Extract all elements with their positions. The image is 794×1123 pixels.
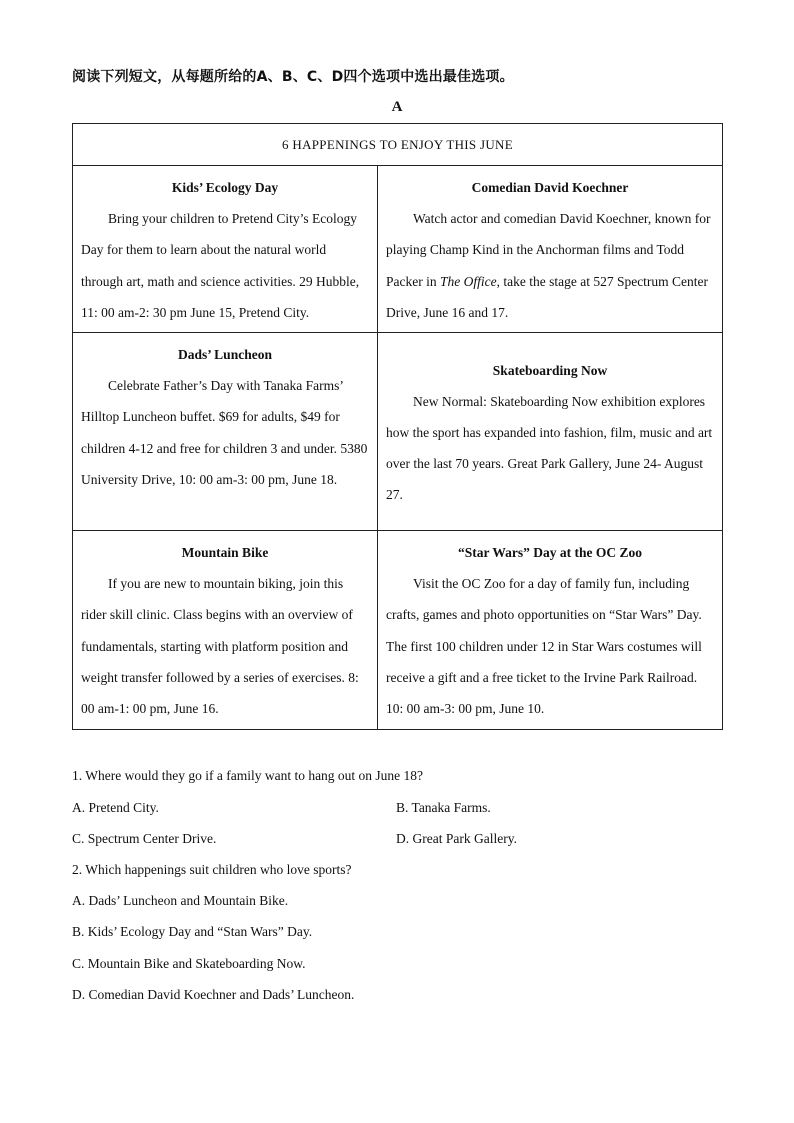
event-heading: Kids’ Ecology Day <box>171 180 279 195</box>
event-description-part: , take the stage at 527 Spectrum Center Drive, June 16 and 17. <box>386 273 709 320</box>
table-title: 6 HAPPENINGS TO ENJOY THIS JUNE <box>73 124 723 166</box>
event-description: New Normal: Skateboarding Now exhibition explores how the sport has expanded into fashion, film, music and art over the last 70 years. Great Park Gallery, June 24- August 27. <box>386 393 713 503</box>
instruction-text: 阅读下列短文，从每题所给的A、B、C、D四个选项中选出最佳选项。 <box>72 69 514 85</box>
question-stem: 1. Where would they go if a family want to hang out on June 18? <box>72 768 424 783</box>
section-letter: A <box>391 99 403 115</box>
question-option: A. Dads’ Luncheon and Mountain Bike. <box>72 893 289 908</box>
question-option: B. Tanaka Farms. <box>396 800 491 815</box>
event-cell-kids-ecology-day <box>73 166 378 333</box>
event-description: If you are new to mountain biking, join this rider skill clinic. Class begins with an overview of fundamentals, starting with platform position and weight transfer followed by a series of exercises. 8: 00 am-1: 00 pm, June 16. <box>81 576 359 717</box>
event-heading: Dads’ Luncheon <box>178 347 272 363</box>
question-stem: 2. Which happenings suit children who love sports? <box>72 862 352 877</box>
event-heading: Skateboarding Now <box>492 362 608 378</box>
event-cell-mountain-bike <box>73 531 378 729</box>
event-description: Visit the OC Zoo for a day of family fun, including crafts, games and photo opportunities on “Star Wars” Day. The first 100 children under 12 in Star Wars costumes will receive a gift and a free ticket to the Irvine Park Railroad. 10: 00 am-3: 00 pm, June 10. <box>386 576 702 717</box>
event-cell-comedian <box>378 166 723 333</box>
event-heading: “Star Wars” Day at the OC Zoo <box>458 545 643 561</box>
event-cell-skateboarding <box>378 333 723 531</box>
event-description: Celebrate Father’s Day with Tanaka Farms’ Hilltop Luncheon buffet. $69 for adults, $49 for children 4-12 and free for children 3 and under. 5380 University Drive, 10: 00 am-3: 00 pm, June 18. <box>81 378 368 488</box>
event-description-part: Watch actor and comedian David Koechner, known for playing Champ Kind in the Anchorman films and Todd Packer in <box>386 211 711 289</box>
events-table <box>72 123 723 730</box>
event-cell-star-wars-day <box>378 531 723 729</box>
show-title-italic: The Office <box>439 273 497 289</box>
event-cell-dads-luncheon <box>73 333 378 531</box>
question-option: C. Spectrum Center Drive. <box>72 831 217 846</box>
event-description <box>386 203 714 328</box>
event-description: Bring your children to Pretend City’s Ecology Day for them to learn about the natural world through art, math and science activities. 29 Hubble, 11: 00 am-2: 30 pm June 15, Pretend City. <box>81 211 360 320</box>
event-heading: Comedian David Koechner <box>471 180 629 195</box>
question-option: B. Kids’ Ecology Day and “Stan Wars” Day. <box>72 924 313 939</box>
question-option: A. Pretend City. <box>72 800 159 815</box>
question-option: C. Mountain Bike and Skateboarding Now. <box>72 956 306 971</box>
event-heading: Mountain Bike <box>181 545 269 561</box>
question-option: D. Great Park Gallery. <box>396 831 517 846</box>
question-option: D. Comedian David Koechner and Dads’ Luncheon. <box>72 987 355 1002</box>
